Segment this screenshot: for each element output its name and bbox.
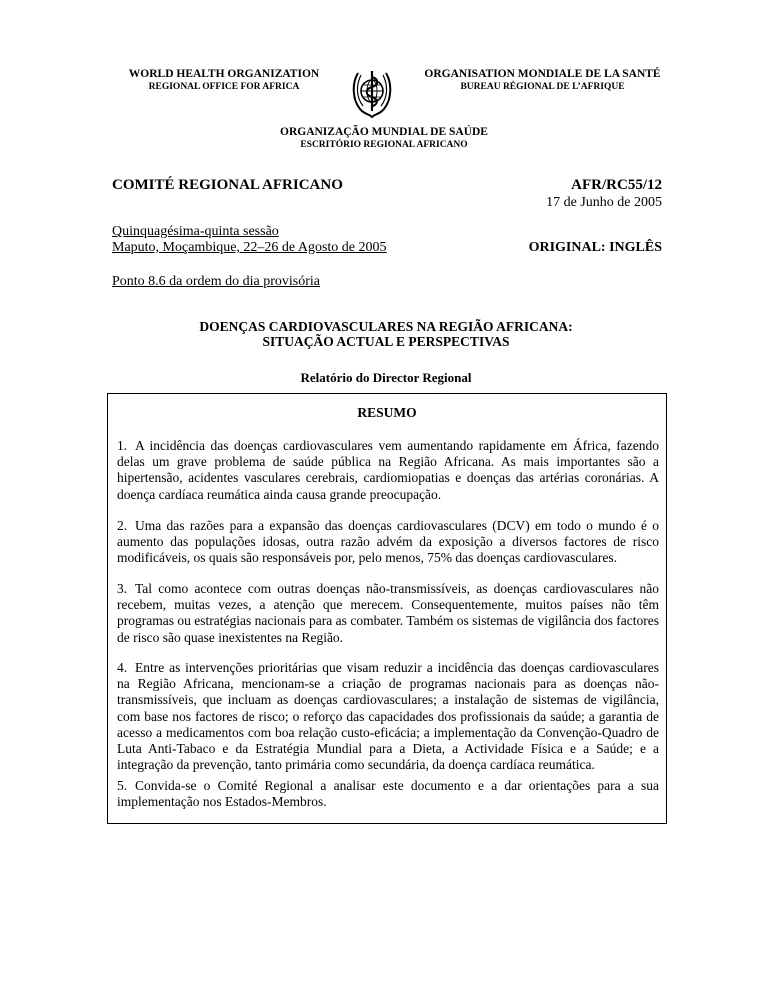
paragraph-text: Uma das razões para a expansão das doenças cardiovasculares (DCV) em todo o mundo é o aumento das populações idosas, outra razão advém da exposição a diversos factores de risco modificáveis, os quais são responsáveis por, pelo menos, 75% das doenças cardiovasculares.	[117, 518, 659, 566]
document-date: 17 de Junho de 2005	[546, 195, 662, 210]
summary-paragraph	[117, 438, 659, 503]
session-title: Quinquagésima-quinta sessão	[112, 224, 279, 239]
session-location: Maputo, Moçambique, 22–26 de Agosto de 2005	[112, 240, 387, 255]
letterhead-right-line2: BUREAU RÉGIONAL DE L’AFRIQUE	[460, 82, 625, 92]
document-title	[110, 319, 662, 349]
summary-paragraph	[117, 518, 659, 567]
document-title-line1: DOENÇAS CARDIOVASCULARES NA REGIÃO AFRICANA:	[199, 319, 573, 334]
agenda-item: Ponto 8.6 da ordem do dia provisória	[112, 274, 321, 289]
summary-paragraph	[117, 660, 659, 773]
letterhead-bottom-line1: ORGANIZAÇÃO MUNDIAL DE SAÚDE	[280, 126, 488, 138]
summary-box	[107, 393, 667, 824]
paragraph-text: A incidência das doenças cardiovasculares vem aumentando rapidamente em África, fazendo delas um grave problema de saúde pública na Região Africana. As mais importantes são a hipertensão, acidentes vasculares cerebrais, cardiomiopatias e doenças das artérias coronárias. A doença cardíaca reumática ainda causa grande preocupação.	[117, 438, 659, 502]
paragraph-number: 2.	[117, 518, 128, 533]
letterhead-right	[400, 68, 685, 94]
who-emblem-icon	[348, 65, 396, 119]
paragraph-number: 1.	[117, 438, 128, 453]
paragraph-text: Tal como acontece com outras doenças não-transmissíveis, as doenças cardiovasculares não recebem, muitas vezes, a atenção que merecem. Consequentemente, muitos países não têm programas ou estratégias nacionais para as combater. Também os sistemas de vigilância dos factores de risco são quase inexistentes na Região.	[117, 581, 659, 645]
paragraph-number: 5.	[117, 778, 128, 793]
letterhead-left-line2: REGIONAL OFFICE FOR AFRICA	[148, 82, 300, 92]
document-title-line2: SITUAÇÃO ACTUAL E PERSPECTIVAS	[262, 334, 510, 349]
original-language: ORIGINAL: INGLÊS	[528, 240, 662, 255]
letterhead-right-line1: ORGANISATION MONDIALE DE LA SANTÉ	[424, 68, 661, 80]
letterhead-left	[110, 68, 338, 94]
letterhead-bottom	[200, 126, 568, 152]
summary-paragraph	[117, 778, 659, 810]
summary-paragraph	[117, 581, 659, 646]
committee-name: COMITÉ REGIONAL AFRICANO	[112, 177, 343, 193]
letterhead-bottom-line2: ESCRITÓRIO REGIONAL AFRICANO	[300, 140, 468, 150]
summary-heading: RESUMO	[357, 405, 417, 420]
paragraph-number: 3.	[117, 581, 128, 596]
letterhead-left-line1: WORLD HEALTH ORGANIZATION	[128, 68, 320, 80]
document-subtitle: Relatório do Director Regional	[300, 370, 472, 385]
paragraph-text: Convida-se o Comité Regional a analisar este documento e a dar orientações para a sua implementação nos Estados-Membros.	[117, 778, 659, 810]
document-code: AFR/RC55/12	[571, 177, 662, 193]
paragraph-number: 4.	[117, 660, 128, 675]
paragraph-text: Entre as intervenções prioritárias que visam reduzir a incidência das doenças cardiovasculares na Região Africana, mencionam-se a criação de programas nacionais para as doenças não-transmissíveis, que incluam as doenças cardiovasculares; a instalação de sistemas de vigilância, com base nos factores de risco; o reforço das capacidades dos profissionais da saúde; a garantia de acesso a medicamentos com boa relação custo-eficácia; a implementação da Convenção-Quadro de Luta Anti-Tabaco e da Estratégia Mundial para a Dieta, a Actividade Física e a Saúde; e a integração da prevenção, tanto primária como secundária, da doença cardíaca reumática.	[117, 660, 659, 773]
